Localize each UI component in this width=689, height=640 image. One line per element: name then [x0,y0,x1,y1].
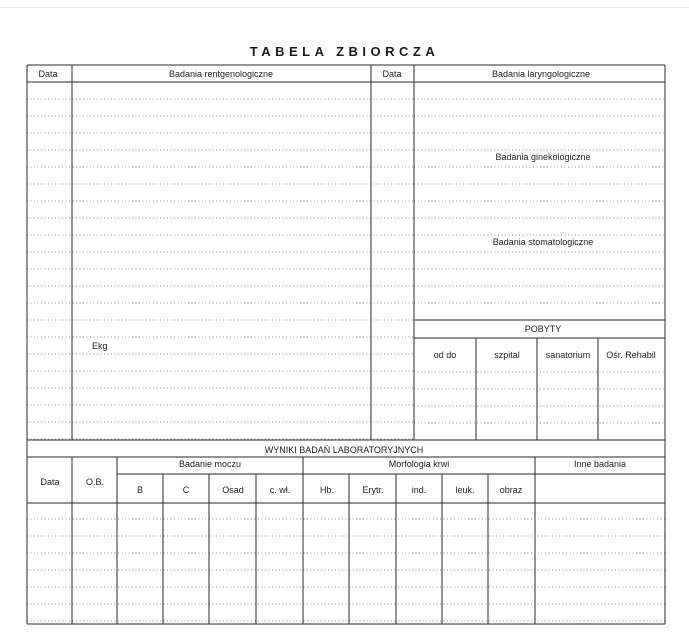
lab-inne-header: Inne badania [573,459,627,469]
lab-col-ob: O.B. [85,477,105,487]
pobyty-col-od-do: od do [433,350,457,360]
dotted-writing-lines [27,99,665,621]
pobyty-col-rehabil: Ośr. Rehabil [606,350,656,360]
label-stomat: Badania stomatologiczne [492,237,594,247]
lab-krwi-col-erytr: Erytr. [362,485,384,495]
header-data-2: Data [382,69,402,79]
header-pobyty: POBYTY [524,324,562,334]
form-title: TABELA ZBIORCZA [249,44,440,59]
header-rentgen: Badania rentgenologiczne [168,69,274,79]
label-ekg: Ekg [92,341,108,351]
lab-krwi-col-hb: Hb. [319,485,335,495]
lab-krwi-col-obraz: obraz [499,485,523,495]
lab-moczu-col-b: B [136,485,144,495]
lab-moczu-col-cwl: c. wł. [269,485,291,495]
lab-krwi-col-ind: ind. [411,485,427,495]
pobyty-col-sanatorium: sanatorium [545,350,591,360]
label-ginek: Badania ginekologiczne [495,152,591,162]
header-data-1: Data [38,69,58,79]
lab-moczu-col-osad: Osad [222,485,244,495]
lab-col-data: Data [40,477,60,487]
pobyty-col-szpital: szpital [494,350,520,360]
lab-title: WYNIKI BADAŃ LABORATORYJNYCH [264,445,424,455]
lab-moczu-col-c: C [182,485,190,495]
lab-krwi-col-leuk: leuk. [455,485,475,495]
lab-moczu-header: Badanie moczu [178,459,242,469]
table-grid [27,65,665,624]
lab-krwi-header: Morfologia krwi [388,459,450,469]
header-laryng: Badania laryngologiczne [491,69,591,79]
